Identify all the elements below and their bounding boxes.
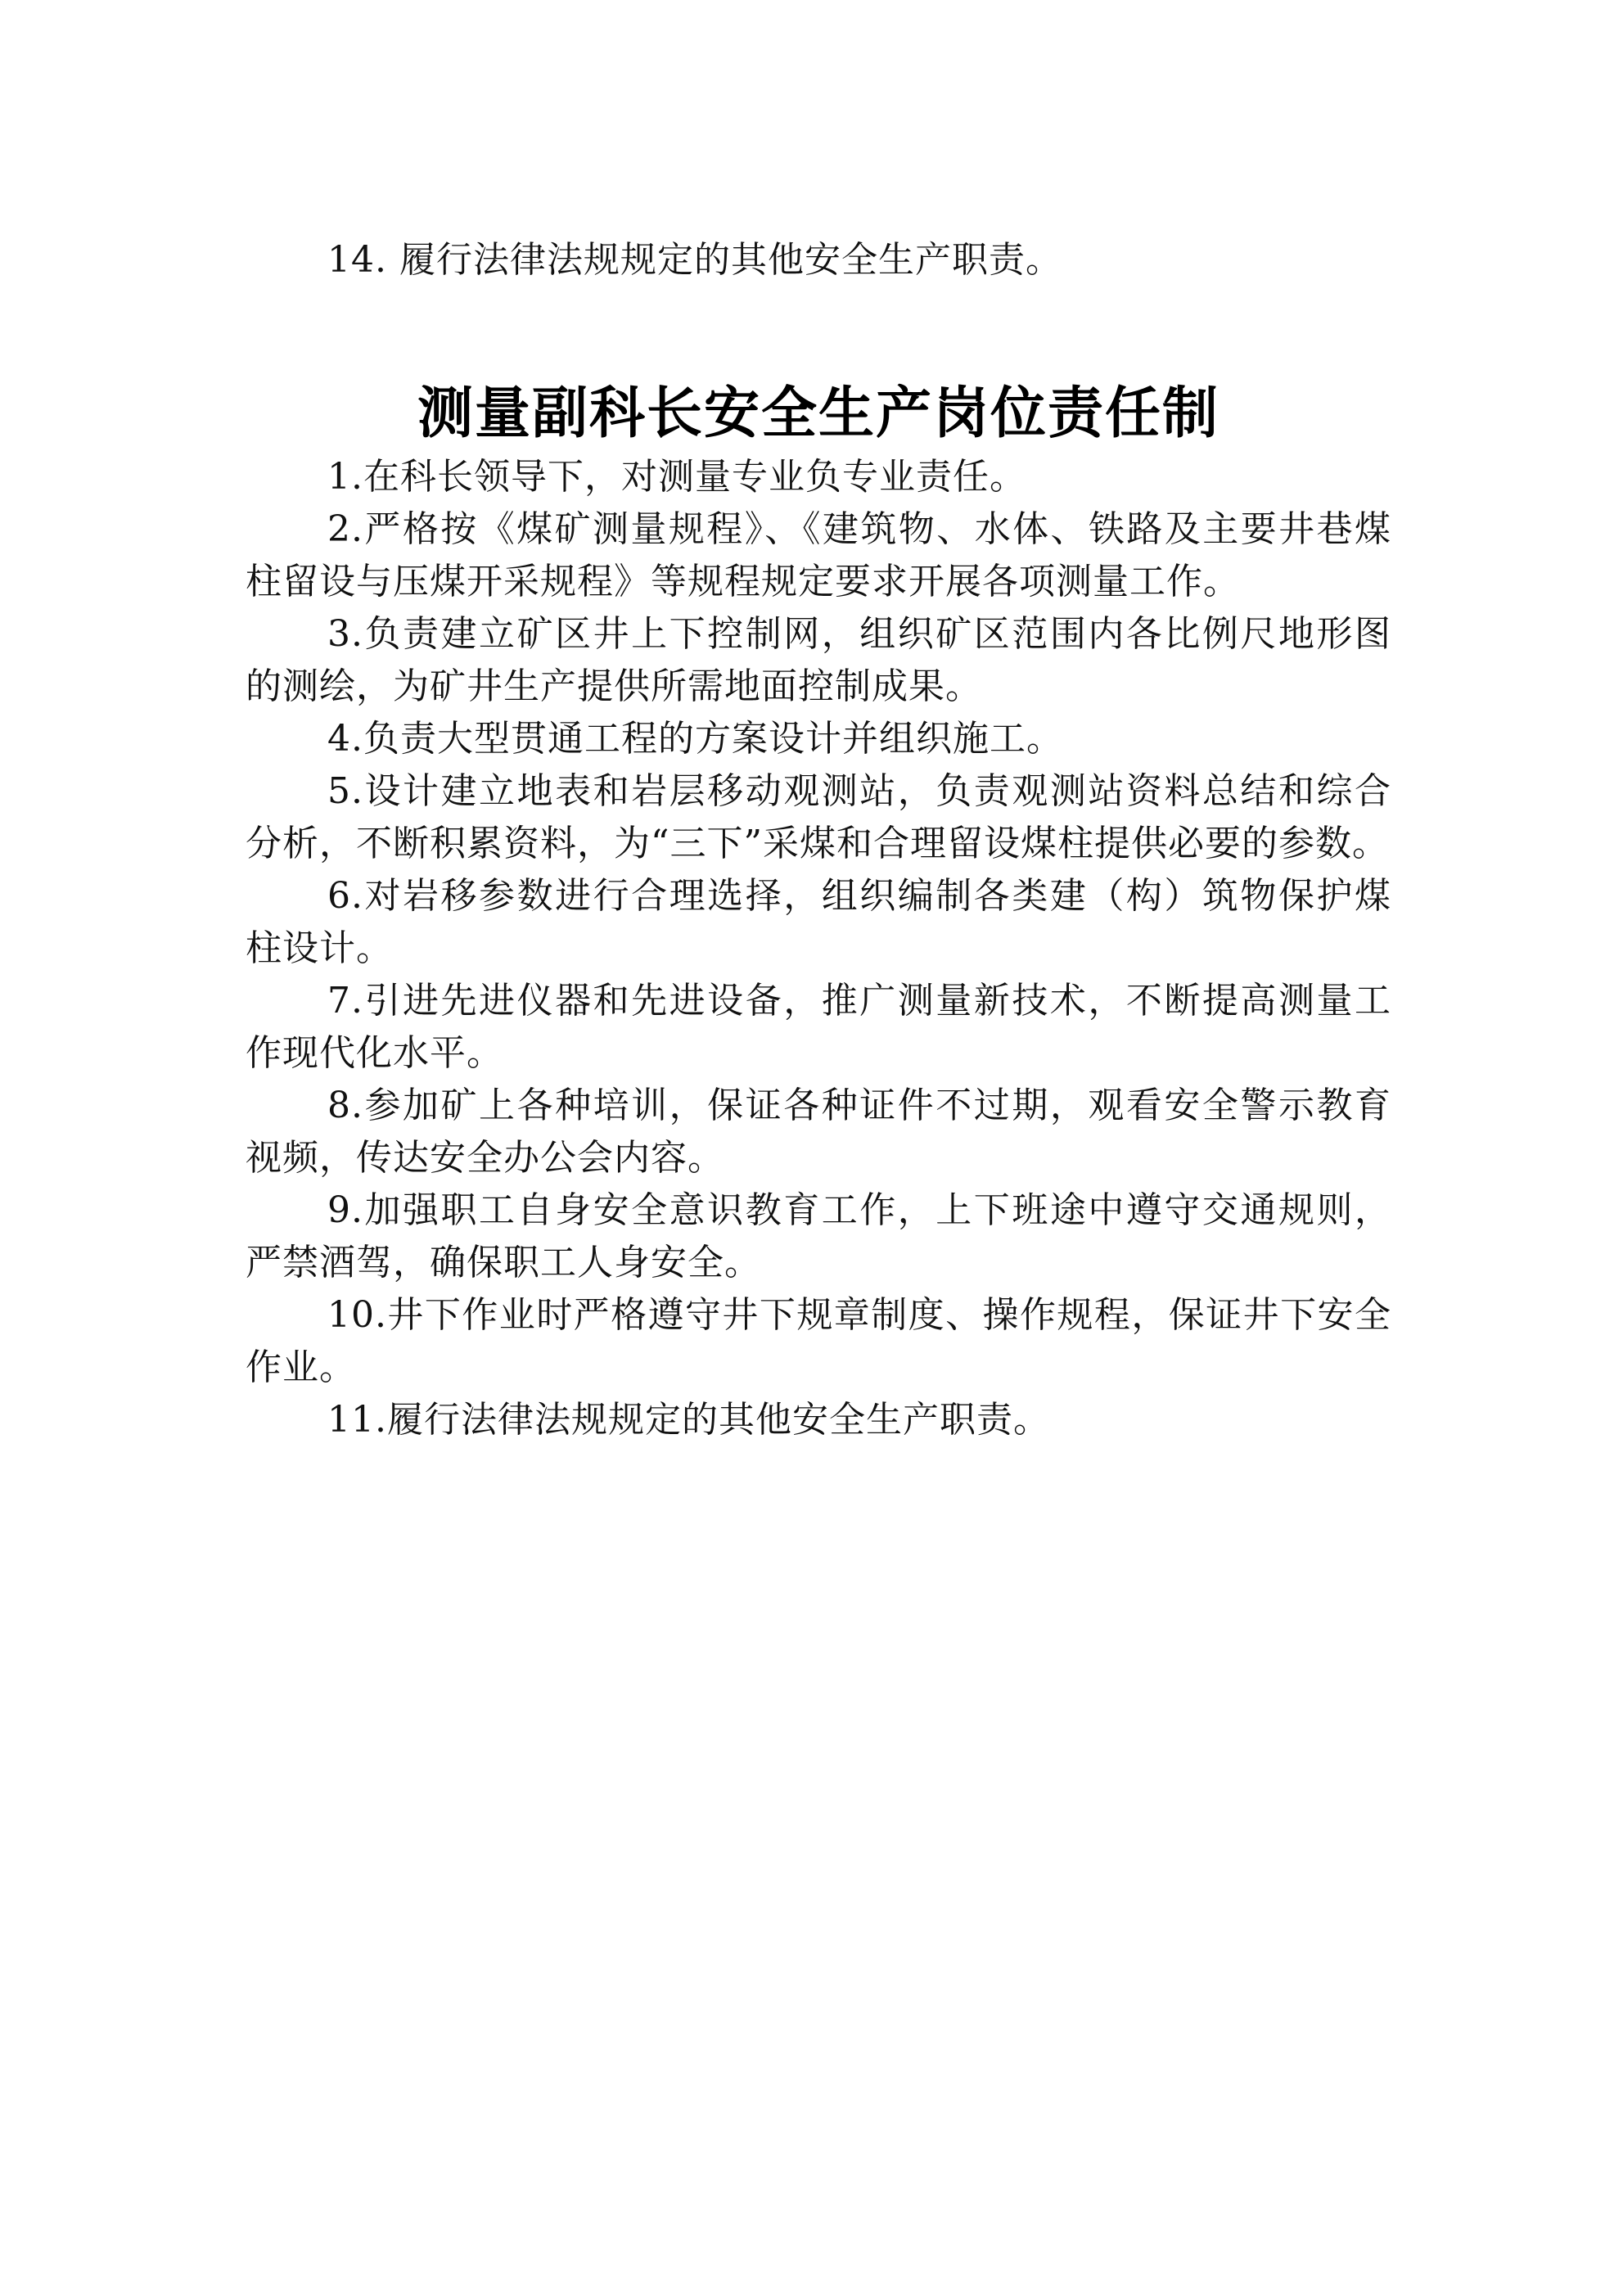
duty-item-1: 1.在科长领导下，对测量专业负专业责任。 <box>327 456 1026 498</box>
document-title: 测量副科长安全生产岗位责任制 <box>417 381 1220 446</box>
duty-item-4: 4.负责大型贯通工程的方案设计并组织施工。 <box>327 718 1063 760</box>
duty-item-3: 3.负责建立矿区井上下控制网，组织矿区范围内各比例尺地形图的测绘，为矿井生产提供所需地面控制成果。 <box>246 613 1391 707</box>
duty-item-6: 6.对岩移参数进行合理选择，组织编制各类建（构）筑物保护煤柱设计。 <box>246 875 1391 969</box>
continuation-item: 14. 履行法律法规规定的其他安全生产职责。 <box>327 239 1062 281</box>
duty-item-8: 8.参加矿上各种培训，保证各种证件不过期，观看安全警示教育视频，传达安全办公会内容。 <box>246 1085 1391 1179</box>
duty-item-7: 7.引进先进仪器和先进设备，推广测量新技术，不断提高测量工作现代化水平。 <box>246 980 1391 1074</box>
duty-item-11: 11.履行法律法规规定的其他安全生产职责。 <box>327 1399 1050 1441</box>
duty-item-10: 10.井下作业时严格遵守井下规章制度、操作规程，保证井下安全作业。 <box>246 1294 1391 1388</box>
duty-item-2: 2.严格按《煤矿测量规程》、《建筑物、水体、铁路及主要井巷煤柱留设与压煤开采规程》等规程规定要求开展各项测量工作。 <box>246 508 1391 602</box>
duty-item-5: 5.设计建立地表和岩层移动观测站，负责观测站资料总结和综合分析，不断积累资料，为“三下”采煤和合理留设煤柱提供必要的参数。 <box>246 770 1391 864</box>
duty-item-9: 9.加强职工自身安全意识教育工作，上下班途中遵守交通规则，严禁酒驾，确保职工人身安全。 <box>246 1189 1391 1283</box>
duty-list <box>246 451 1391 1446</box>
